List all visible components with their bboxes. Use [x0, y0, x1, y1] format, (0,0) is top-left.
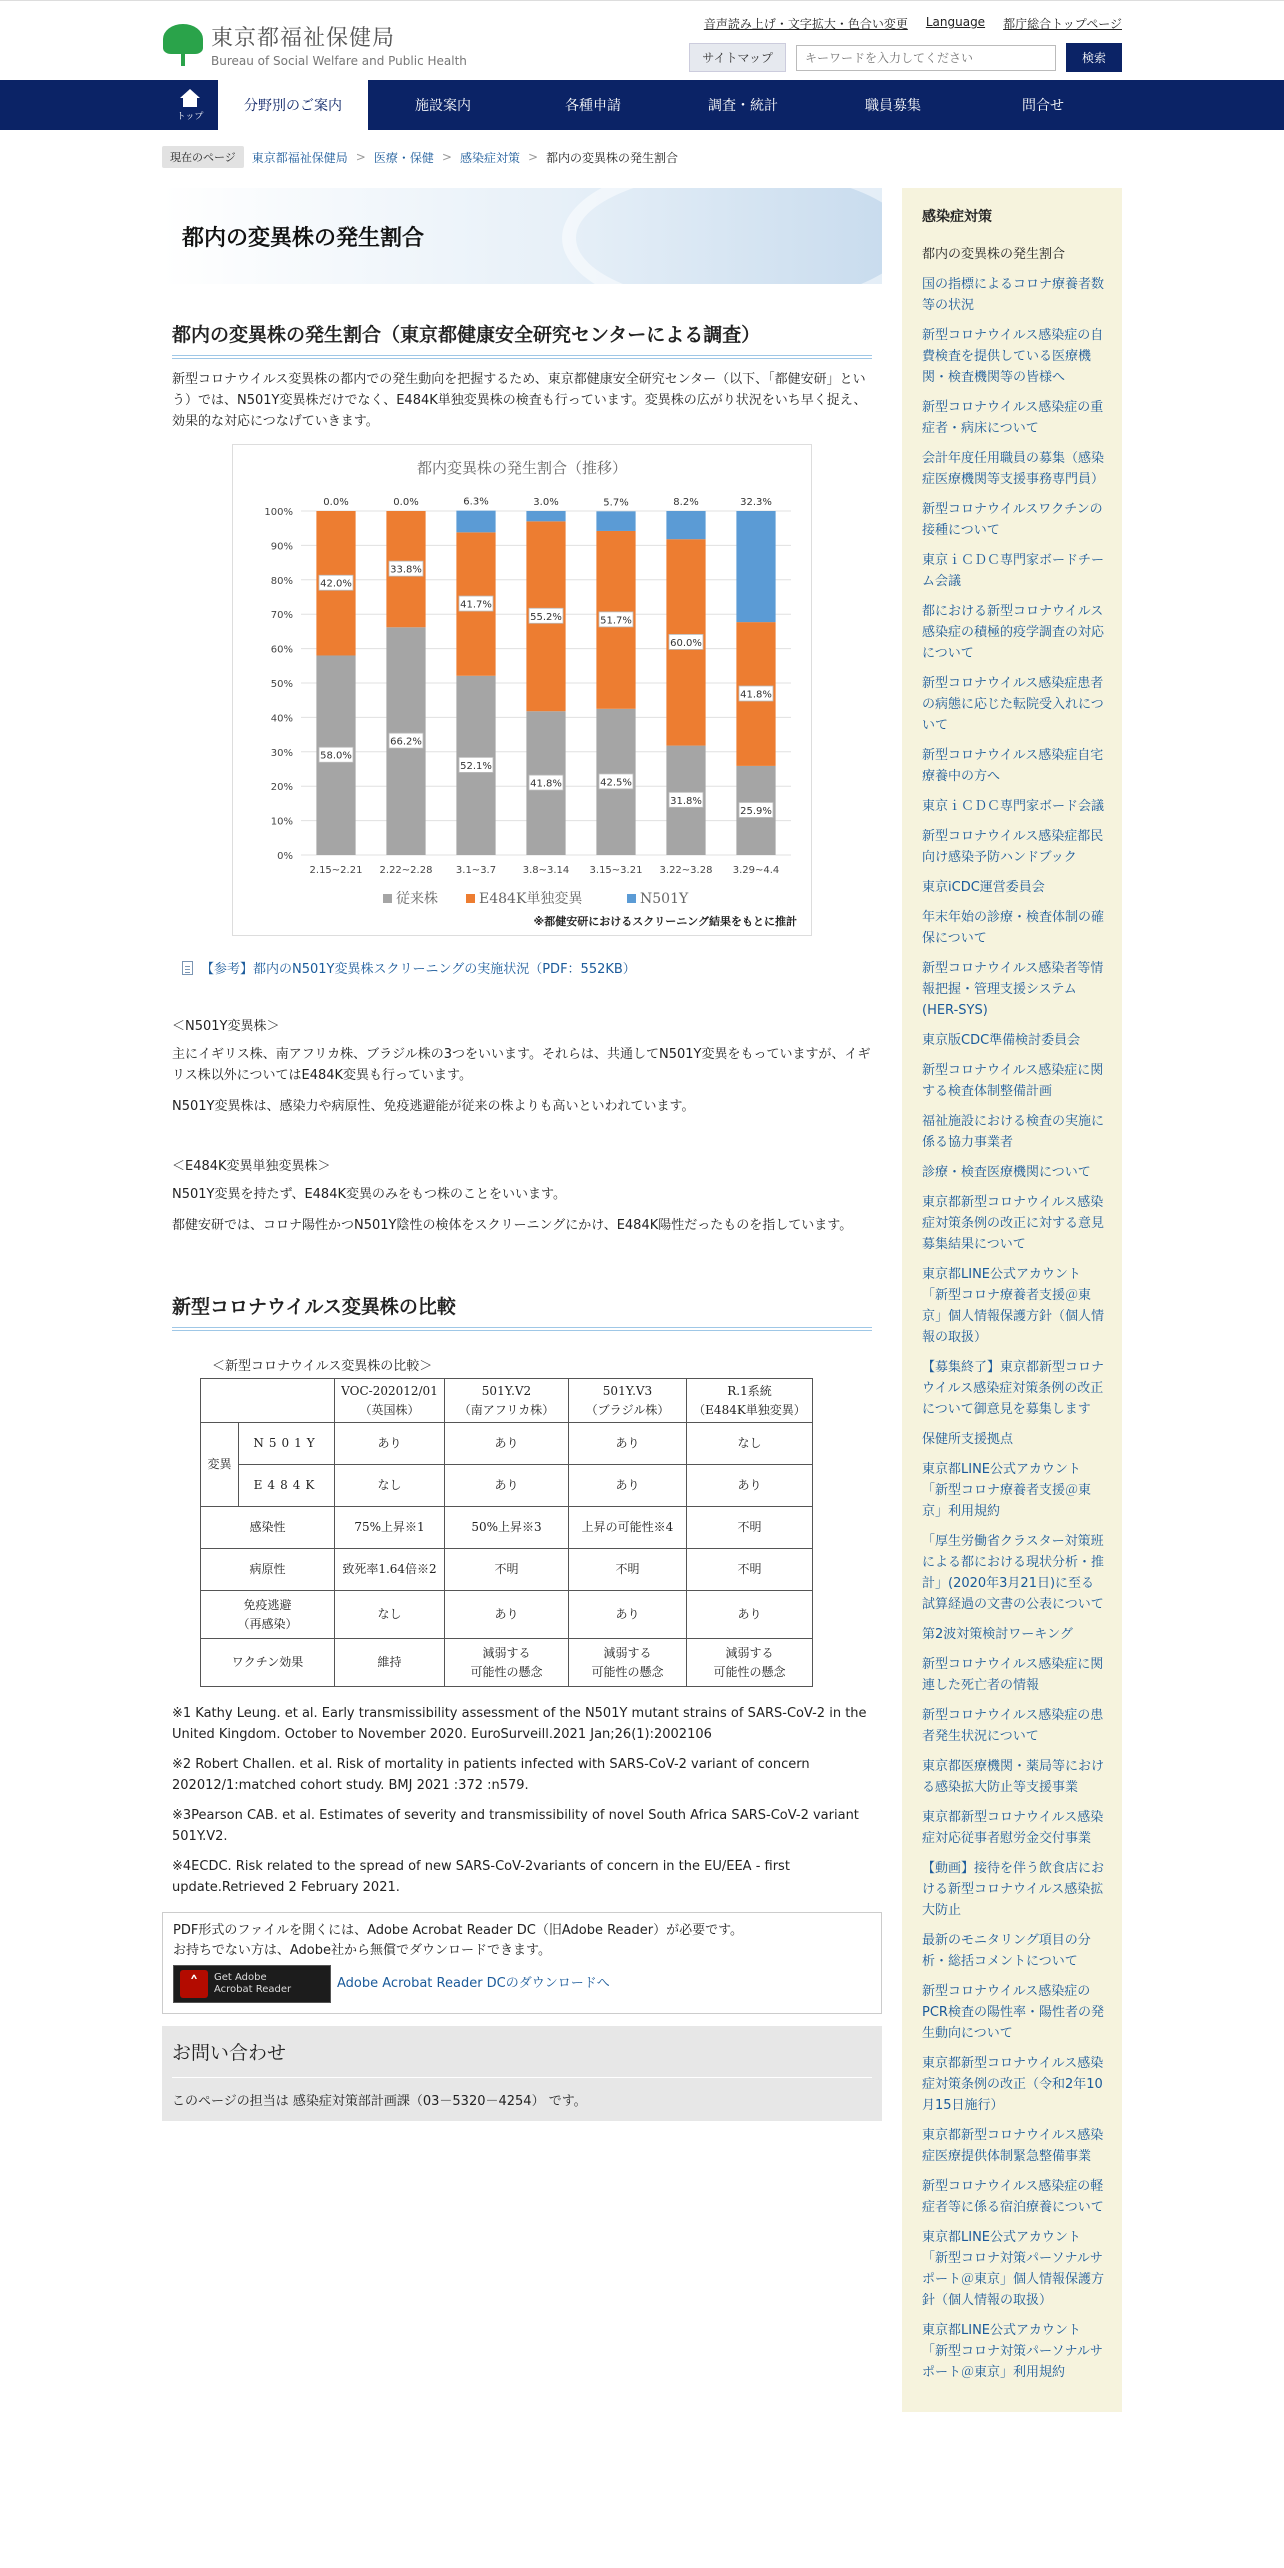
sidebar-link[interactable]: 新型コロナウイルスワクチンの接種について [922, 502, 1103, 538]
footnote-3: ※3Pearson CAB. et al. Estimates of severity and transmissibility of novel South Africa SARS-CoV-2 variant 501Y.V2. [172, 1808, 859, 1844]
sidebar-item[interactable] [922, 325, 1106, 388]
data-label: 8.2% [673, 497, 699, 508]
data-label: 42.0% [320, 578, 352, 590]
table-row [201, 1591, 813, 1639]
sidebar-link[interactable]: 東京都LINE公式アカウント「新型コロナ対策パーソナルサポート＠東京」個人情報保護方針（個人情報の取扱） [922, 2230, 1105, 2308]
sidebar-item[interactable] [922, 2320, 1106, 2383]
col-head-r1: R.1系統 （E484K単独変異） [687, 1379, 813, 1423]
sidebar-item-current[interactable]: 都内の変異株の発生割合 [922, 247, 1066, 262]
badge-line-1: Get Adobe [214, 1972, 267, 1983]
nav-item-recruitment[interactable]: 職員募集 [865, 98, 921, 114]
y-tick-label: 0% [277, 851, 293, 862]
nav-item-applications[interactable]: 各種申請 [565, 98, 621, 114]
data-label: 5.7% [603, 497, 629, 509]
sidebar-item[interactable] [922, 1807, 1106, 1849]
y-tick-label: 10% [270, 816, 293, 828]
sidebar-link[interactable]: 東京都医療機関・薬局等における感染拡大防止等支援事業 [922, 1759, 1105, 1795]
reference-pdf-link[interactable] [182, 958, 882, 977]
reference-pdf-link-text[interactable]: 【参考】都内のN501Y変異株スクリーニングの実施状況（PDF：552KB） [201, 962, 636, 977]
y-tick-label: 90% [270, 541, 293, 553]
x-tick-label: 3.15~3.21 [589, 865, 643, 876]
table-cell: 減弱する 可能性の懸念 [687, 1639, 813, 1687]
table-corner [201, 1379, 335, 1423]
legend-swatch-2 [627, 894, 636, 903]
sidebar-item[interactable] [922, 1264, 1106, 1348]
sidebar-item[interactable] [922, 1357, 1106, 1420]
mutation-label: 変異 [201, 1423, 239, 1507]
y-tick-label: 80% [270, 575, 293, 587]
sidebar-item[interactable] [922, 397, 1106, 439]
table-cell: 不明 [687, 1507, 813, 1549]
sidebar-link[interactable]: 保健所支援拠点 [922, 1432, 1014, 1447]
sidebar-item[interactable] [922, 1756, 1106, 1798]
chevron-right-icon: > [441, 150, 452, 164]
table-cell: 上昇の可能性※4 [569, 1507, 687, 1549]
sidebar-link[interactable]: 新型コロナウイルス感染症自宅療養中の方へ [922, 748, 1104, 784]
data-label: 6.3% [463, 496, 489, 508]
sidebar-link[interactable]: 新型コロナウイルス感染症の重症者・病床について [922, 400, 1104, 436]
breadcrumb [162, 146, 1122, 168]
nav-home-label: トップ [176, 111, 204, 122]
bar-2 [596, 511, 635, 531]
data-label: 33.8% [390, 564, 422, 576]
global-nav [0, 80, 1284, 130]
sidebar-link[interactable]: 会計年度任用職員の募集（感染症医療機関等支援事務専門員） [922, 451, 1105, 487]
table-cell: なし [335, 1465, 445, 1507]
sidebar-link[interactable]: 東京ｉＣＤＣ専門家ボードチーム会議 [922, 553, 1105, 589]
sidebar-link[interactable]: 「厚生労働省クラスター対策班による都における現状分析・推計」(2020年3月21日)に至る試算経過の文書の公表について [922, 1534, 1105, 1612]
table-cell: あり [569, 1591, 687, 1639]
table-row [201, 1549, 813, 1591]
sidebar-item[interactable] [922, 1981, 1106, 2044]
logo-title-en: Bureau of Social Welfare and Public Health [211, 54, 467, 68]
comparison-caption: ＜新型コロナウイルス変異株の比較＞ [212, 1359, 433, 1374]
legend-label-0: 従来株 [396, 891, 438, 907]
sidebar-link[interactable]: 東京都新型コロナウイルス感染症医療提供体制緊急整備事業 [922, 2128, 1104, 2164]
x-tick-label: 2.22~2.28 [379, 865, 433, 876]
data-label: 51.7% [600, 615, 632, 627]
sidebar-link[interactable]: 新型コロナウイルス感染症のPCR検査の陽性率・陽性者の発生動向について [922, 1984, 1104, 2041]
row-label: N501Y [239, 1423, 335, 1465]
table-cell: あり [445, 1465, 569, 1507]
sidebar-link[interactable]: 新型コロナウイルス感染症に関連した死亡者の情報 [922, 1657, 1104, 1693]
table-cell: あり [569, 1423, 687, 1465]
intro-text: 新型コロナウイルス変異株の都内での発生動向を把握するため、東京都健康安全研究センター（以下、「都健安研」という）では、N501Y変異株だけでなく、E484K単独変異株の検査も行っています。変異株の広がり状況をいち早く捉え、効果的な対応につなげていきます。 [172, 372, 867, 429]
e484k-text-2: 都健安研では、コロナ陽性かつN501Y陰性の検体をスクリーニングにかけ、E484K陽性だったものを指しています。 [172, 1218, 853, 1233]
sidebar-item[interactable] [922, 907, 1106, 949]
table-cell: なし [687, 1423, 813, 1465]
bar-2 [736, 511, 775, 622]
acrobat-icon: ˄ [180, 1970, 208, 1998]
table-cell: 不明 [569, 1549, 687, 1591]
breadcrumb-item-current: 都内の変異株の発生割合 [546, 150, 679, 165]
sidebar-link[interactable]: 東京都LINE公式アカウント「新型コロナ療養者支援＠東京」個人情報保護方針（個人情報の取扱） [922, 1267, 1105, 1345]
x-tick-label: 2.15~2.21 [309, 865, 363, 876]
section-heading-comparison: 新型コロナウイルス変異株の比較 [172, 1292, 872, 1331]
sidebar-link[interactable]: 診療・検査医療機関について [922, 1165, 1091, 1180]
sidebar-item[interactable] [922, 877, 1106, 898]
main-content [162, 188, 882, 2412]
sidebar-item[interactable] [922, 1459, 1106, 1522]
e484k-heading: ＜E484K変異単独変異株＞ [172, 1159, 331, 1174]
sidebar-item[interactable] [922, 2176, 1106, 2218]
data-label: 66.2% [390, 736, 422, 748]
sidebar-item[interactable] [922, 2227, 1106, 2311]
nav-home[interactable] [162, 80, 218, 130]
legend-swatch-1 [466, 894, 475, 903]
get-acrobat-badge[interactable] [173, 1965, 331, 2003]
table-cell: あり [687, 1465, 813, 1507]
table-cell: 致死率1.64倍※2 [335, 1549, 445, 1591]
data-label: 41.7% [460, 599, 492, 611]
data-label: 60.0% [670, 637, 702, 649]
accessibility-link[interactable]: 音声読み上げ・文字拡大・色合い変更 [703, 17, 908, 31]
breadcrumb-item-bureau[interactable]: 東京都福祉保健局 [251, 150, 348, 165]
table-cell: あり [445, 1423, 569, 1465]
row-label: 感染性 [201, 1507, 335, 1549]
table-cell: あり [569, 1465, 687, 1507]
bar-2 [526, 511, 565, 521]
table-cell: 維持 [335, 1639, 445, 1687]
pdf-reader-notice [162, 1912, 882, 2014]
chart-svg [233, 445, 811, 935]
sidebar-link[interactable]: 東京都新型コロナウイルス感染症対策条例の改正（令和2年10月15日施行） [922, 2056, 1104, 2113]
table-cell: 不明 [687, 1549, 813, 1591]
data-label: 0.0% [323, 497, 349, 508]
sidebar-item[interactable] [922, 958, 1106, 1021]
x-tick-label: 3.29~4.4 [732, 865, 780, 876]
sidebar-link[interactable]: 東京iCDC運営委員会 [922, 880, 1045, 895]
table-cell: 減弱する 可能性の懸念 [569, 1639, 687, 1687]
sidebar-link[interactable]: 新型コロナウイルス感染症の患者発生状況について [922, 1708, 1104, 1744]
variant-ratio-chart [232, 444, 812, 936]
site-logo[interactable] [163, 21, 467, 68]
table-cell: 75%上昇※1 [335, 1507, 445, 1549]
data-label: 25.9% [740, 805, 772, 817]
nav-item-facilities[interactable]: 施設案内 [415, 98, 471, 114]
row-label: 病原性 [201, 1549, 335, 1591]
footnotes [172, 1703, 872, 1898]
y-tick-label: 40% [270, 713, 293, 725]
table-row [201, 1639, 813, 1687]
y-tick-label: 70% [270, 610, 293, 622]
row-label: ワクチン効果 [201, 1639, 335, 1687]
sitemap-button[interactable]: サイトマップ [689, 43, 786, 72]
chevron-right-icon: > [527, 150, 539, 164]
contact-text: このページの担当は 感染症対策部計画課（03－5320－4254） です。 [172, 2094, 587, 2109]
n501y-heading: ＜N501Y変異株＞ [172, 1019, 280, 1034]
chart-title: 都内変異株の発生割合（推移） [416, 459, 628, 477]
table-row [201, 1465, 813, 1507]
bar-2 [456, 511, 495, 533]
footnote-1: ※1 Kathy Leung. et al. Early transmissibility assessment of the N501Y mutant strains of SARS-CoV-2 in the United Kingdom. October to November 2020. EuroSurveill.2021 Jan;26(1):2002106 [172, 1706, 867, 1742]
data-label: 0.0% [393, 497, 419, 508]
badge-line-2: Acrobat Reader [214, 1984, 292, 1995]
col-head-sa: 501Y.V2 （南アフリカ株） [445, 1379, 569, 1423]
search-input[interactable] [796, 45, 1056, 71]
sidebar-list [922, 244, 1106, 2383]
title-banner [162, 188, 882, 284]
sidebar-item[interactable] [922, 1192, 1106, 1255]
sidebar-item[interactable] [922, 448, 1106, 490]
acrobat-download-link[interactable]: Adobe Acrobat Reader DCのダウンロードへ [337, 1976, 610, 1991]
y-tick-label: 50% [270, 679, 293, 690]
table-row [201, 1423, 813, 1465]
table-cell: あり [687, 1591, 813, 1639]
sidebar-item[interactable] [922, 1705, 1106, 1747]
table-cell: 50%上昇※3 [445, 1507, 569, 1549]
y-tick-label: 30% [270, 747, 293, 759]
footnote-4: ※4ECDC. Risk related to the spread of new SARS-CoV-2variants of concern in the EU/EEA - first update.Retrieved 2 February 2021. [172, 1859, 790, 1895]
data-label: 58.0% [320, 750, 352, 762]
site-header [0, 0, 1284, 80]
sidebar-item[interactable] [922, 1624, 1106, 1645]
sidebar-item[interactable] [922, 499, 1106, 541]
sidebar-link[interactable]: 新型コロナウイルス感染症都民向け感染予防ハンドブック [922, 829, 1104, 865]
sidebar-link[interactable]: 年末年始の診療・検査体制の確保について [922, 910, 1105, 946]
tree-logo-icon [163, 24, 203, 66]
search-area [689, 43, 1122, 72]
footnote-2: ※2 Robert Challen. et al. Risk of mortality in patients infected with SARS-CoV-2 variant of concern 202012/1:matched cohort study. BMJ 2021 :372 :n579. [172, 1757, 810, 1793]
sidebar-link[interactable]: 東京都LINE公式アカウント「新型コロナ対策パーソナルサポート＠東京」利用規約 [922, 2323, 1103, 2380]
data-label: 32.3% [740, 497, 772, 508]
data-label: 41.8% [740, 689, 772, 701]
sidebar-link[interactable]: 都における新型コロナウイルス感染症の積極的疫学調査の対応について [922, 604, 1105, 661]
legend-label-2: N501Y [640, 891, 689, 907]
breadcrumb-label: 現在のページ [162, 146, 244, 168]
x-tick-label: 3.22~3.28 [659, 865, 713, 876]
x-tick-label: 3.1~3.7 [455, 865, 497, 876]
nav-item-statistics[interactable]: 調査・統計 [708, 98, 778, 114]
sidebar-item[interactable] [922, 673, 1106, 736]
e484k-text-1: N501Y変異を持たず、E484K変異のみをもつ株のことをいいます。 [172, 1187, 566, 1202]
table-cell: なし [335, 1591, 445, 1639]
table-cell: 不明 [445, 1549, 569, 1591]
sidebar-item[interactable] [922, 2125, 1106, 2167]
sidebar-item[interactable] [922, 1162, 1106, 1183]
y-tick-label: 60% [270, 644, 293, 656]
sidebar-link[interactable]: 【募集終了】東京都新型コロナウイルス感染症対策条例の改正について御意見を募集します [922, 1360, 1105, 1417]
sidebar [902, 188, 1122, 2412]
sidebar-item[interactable] [922, 796, 1106, 817]
sidebar-link[interactable]: 福祉施設における検査の実施に係る協力事業者 [922, 1114, 1105, 1150]
breadcrumb-item-infection[interactable]: 感染症対策 [459, 150, 520, 165]
y-tick-label: 20% [270, 782, 293, 794]
data-label: 41.8% [530, 778, 562, 790]
search-button[interactable]: 検索 [1066, 43, 1122, 72]
sidebar-item[interactable] [922, 1111, 1106, 1153]
sidebar-item[interactable] [922, 274, 1106, 316]
chart-note: ※都健安研におけるスクリーニング結果をもとに推計 [533, 915, 797, 928]
sidebar-item[interactable] [922, 1531, 1106, 1615]
legend-swatch-0 [383, 894, 392, 903]
y-tick-label: 100% [264, 507, 293, 518]
col-head-br: 501Y.V3 （ブラジル株） [569, 1379, 687, 1423]
table-cell: あり [445, 1591, 569, 1639]
table-cell: 減弱する 可能性の懸念 [445, 1639, 569, 1687]
sidebar-link[interactable]: 新型コロナウイルス感染症に関する検査体制整備計画 [922, 1063, 1104, 1099]
sidebar-item[interactable] [922, 550, 1106, 592]
variant-comparison-table [200, 1378, 813, 1687]
sidebar-link[interactable]: 東京版CDC準備検討委員会 [922, 1033, 1081, 1048]
sidebar-heading: 感染症対策 [922, 209, 992, 225]
sidebar-link[interactable]: 東京都LINE公式アカウント「新型コロナ療養者支援＠東京」利用規約 [922, 1462, 1092, 1519]
language-link[interactable]: Language [925, 15, 986, 29]
table-cell: あり [335, 1423, 445, 1465]
data-label: 42.5% [600, 777, 632, 789]
sidebar-item[interactable] [922, 1930, 1106, 1972]
contact-heading: お問い合わせ [172, 2038, 872, 2078]
chevron-right-icon: > [355, 150, 366, 164]
sidebar-link[interactable]: 国の指標によるコロナ療養者数等の状況 [922, 277, 1105, 313]
sidebar-link[interactable]: 新型コロナウイルス感染者等情報把握・管理支援システム(HER-SYS) [922, 961, 1104, 1018]
pdf-document-icon [182, 961, 193, 975]
data-label: 31.8% [670, 795, 702, 807]
home-icon [179, 89, 201, 107]
table-row [201, 1507, 813, 1549]
legend-label-1: E484K単独変異 [479, 891, 583, 907]
sidebar-item[interactable] [922, 601, 1106, 664]
sidebar-link[interactable]: 東京都新型コロナウイルス感染症対応従事者慰労金交付事業 [922, 1810, 1104, 1846]
x-tick-label: 3.8~3.14 [522, 865, 570, 876]
data-label: 55.2% [530, 611, 562, 623]
sidebar-link[interactable]: 新型コロナウイルス感染症患者の病態に応じた転院受入れについて [922, 676, 1104, 733]
col-head-uk: VOC-202012/01 （英国株） [335, 1379, 445, 1423]
sidebar-link[interactable]: 最新のモニタリング項目の分析・総括コメントについて [922, 1933, 1091, 1969]
nav-item-fields[interactable]: 分野別のご案内 [218, 80, 368, 130]
data-label: 3.0% [533, 497, 559, 508]
n501y-text-2: N501Y変異株は、感染力や病原性、免疫逃避能が従来の株よりも高いといわれています。 [172, 1099, 695, 1114]
sidebar-item[interactable] [922, 1654, 1106, 1696]
pdf-notice-line-2: お持ちでない方は、Adobe社から無償でダウンロードできます。 [173, 1943, 551, 1958]
breadcrumb-item-medical[interactable]: 医療・保健 [373, 150, 434, 165]
n501y-text-1: 主にイギリス株、南アフリカ株、ブラジル株の3つをいいます。それらは、共通してN501Y変異をもっていますが、イギリス株以外についてはE484K変異も行っています。 [172, 1047, 871, 1083]
sidebar-item[interactable] [922, 2053, 1106, 2116]
sidebar-link[interactable]: 【動画】接待を伴う飲食店における新型コロナウイルス感染拡大防止 [922, 1861, 1105, 1918]
sidebar-link[interactable]: 新型コロナウイルス感染症の自費検査を提供している医療機関・検査機関等の皆様へ [922, 328, 1104, 385]
sidebar-item[interactable] [922, 745, 1106, 787]
metro-top-link[interactable]: 都庁総合トップページ [1003, 17, 1122, 31]
sidebar-link[interactable]: 第2波対策検討ワーキング [922, 1627, 1073, 1642]
sidebar-link[interactable]: 東京都新型コロナウイルス感染症対策条例の改正に対する意見募集結果について [922, 1195, 1105, 1252]
pdf-notice-line-1: PDF形式のファイルを開くには、Adobe Acrobat Reader DC（旧Adobe Reader）が必要です。 [173, 1923, 744, 1938]
utility-links [704, 15, 1122, 32]
page-title: 都内の変異株の発生割合 [182, 225, 425, 251]
sidebar-item[interactable] [922, 1858, 1106, 1921]
row-label: E484K [239, 1465, 335, 1507]
section-heading-ratio: 都内の変異株の発生割合（東京都健康安全研究センターによる調査） [172, 320, 872, 359]
sidebar-item[interactable] [922, 1030, 1106, 1051]
sidebar-link[interactable]: 東京ｉＣＤＣ専門家ボード会議 [922, 799, 1105, 814]
sidebar-item[interactable] [922, 1060, 1106, 1102]
sidebar-item[interactable] [922, 826, 1106, 868]
row-label: 免疫逃避 （再感染） [201, 1591, 335, 1639]
bar-2 [666, 511, 705, 539]
sidebar-link[interactable]: 新型コロナウイルス感染症の軽症者等に係る宿泊療養について [922, 2179, 1104, 2215]
nav-item-contact[interactable]: 問合せ [1022, 98, 1064, 114]
logo-title-jp: 東京都福祉保健局 [211, 26, 396, 51]
contact-box [162, 2026, 882, 2121]
sidebar-item[interactable] [922, 1429, 1106, 1450]
data-label: 52.1% [460, 760, 492, 772]
